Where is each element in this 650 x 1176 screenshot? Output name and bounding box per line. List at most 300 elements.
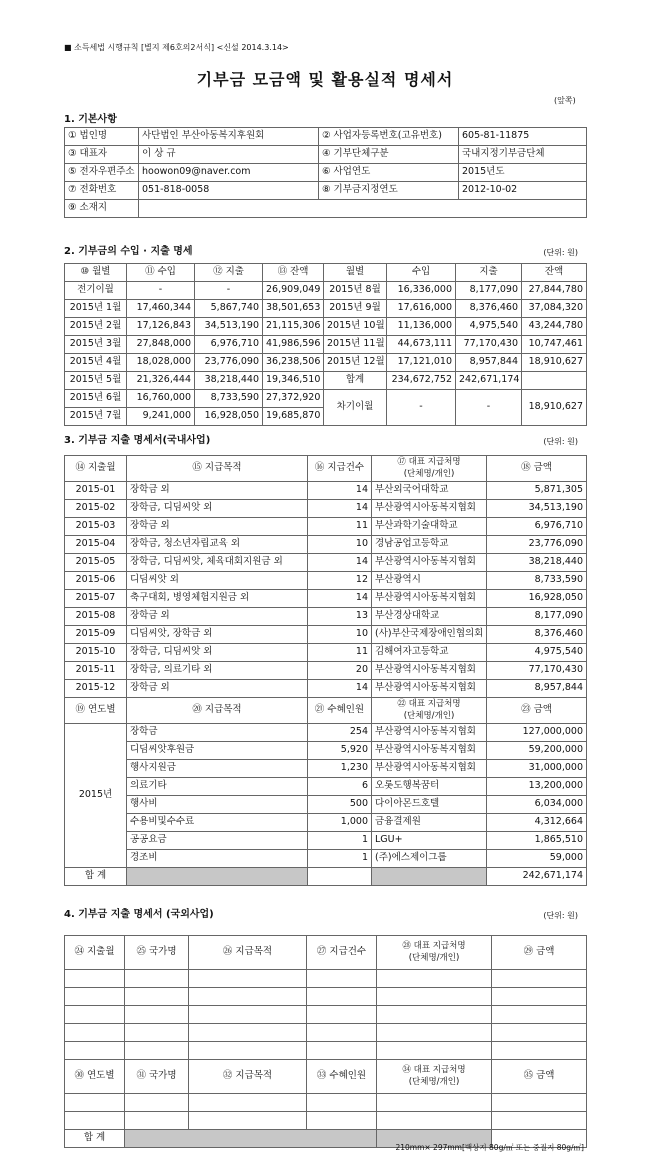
table-cell: 242,671,174 — [456, 372, 522, 390]
table-cell: 2015-02 — [65, 500, 127, 518]
table-cell: 장학금 외 — [127, 518, 308, 536]
table-cell: 23,776,090 — [487, 536, 587, 554]
table-row — [65, 662, 587, 680]
table-cell — [492, 1094, 587, 1112]
table-row — [65, 1024, 587, 1042]
table-cell: 2015-08 — [65, 608, 127, 626]
table-row — [65, 1112, 587, 1130]
table-cell — [377, 936, 492, 970]
table-cell — [522, 372, 587, 390]
table-cell: 장학금, 의료기타 외 — [127, 662, 308, 680]
table-cell: 27,372,920 — [263, 390, 324, 408]
header-line: (단체명/개인) — [408, 1077, 460, 1087]
basic-info-table — [64, 127, 587, 218]
table-cell: 6,034,000 — [487, 796, 587, 814]
table-cell: 2012-10-02 — [459, 182, 587, 200]
table-cell: (주)에스제이그룹 — [372, 850, 487, 868]
table-cell: 9,241,000 — [127, 408, 195, 426]
table-cell: 1,000 — [308, 814, 372, 832]
table-cell — [127, 868, 308, 886]
table-cell: 500 — [308, 796, 372, 814]
table-cell: 장학금, 디딤씨앗, 체육대회지원금 외 — [127, 554, 308, 572]
table-cell: 2015년도 — [459, 164, 587, 182]
table-cell: 2015년 2월 — [65, 318, 127, 336]
table-cell: 의료기타 — [127, 778, 308, 796]
table-cell: 지출 — [456, 264, 522, 282]
table-cell: 2015년 9월 — [324, 300, 387, 318]
table-cell — [377, 1094, 492, 1112]
table-cell: 31,000,000 — [487, 760, 587, 778]
table-cell: 장학금 외 — [127, 482, 308, 500]
table-cell: 27,844,780 — [522, 282, 587, 300]
total-row — [65, 868, 587, 886]
table-cell: ③ 대표자 — [65, 146, 139, 164]
table-cell: ㉖ 지급목적 — [189, 936, 307, 970]
table-cell: 11 — [308, 518, 372, 536]
table-cell: 14 — [308, 500, 372, 518]
table-cell: ㉓ 금액 — [487, 698, 587, 724]
table-cell — [189, 1024, 307, 1042]
document-title: 기부금 모금액 및 활용실적 명세서 — [196, 70, 454, 89]
table-row — [65, 970, 587, 988]
table-cell — [189, 1006, 307, 1024]
table-header-row — [65, 936, 587, 970]
overseas-expense-table — [64, 935, 587, 1148]
table-cell — [307, 988, 377, 1006]
table-row — [65, 554, 587, 572]
table-cell: 부산과학기술대학교 — [372, 518, 487, 536]
table-cell — [189, 1112, 307, 1130]
table-cell: - — [195, 282, 263, 300]
table-cell: ⑨ 소재지 — [65, 200, 139, 218]
table-cell — [125, 1024, 189, 1042]
table-cell — [65, 1094, 125, 1112]
table-cell: 38,501,653 — [263, 300, 324, 318]
table-cell: 잔액 — [522, 264, 587, 282]
paper-spec-footer: 210mm× 297mm[백상지 80g/㎡ 또는 중질지 80g/㎡] — [395, 1143, 584, 1152]
table-row — [65, 1006, 587, 1024]
table-row — [65, 850, 587, 868]
table-cell: 11,136,000 — [387, 318, 456, 336]
table-row — [65, 680, 587, 698]
table-row — [65, 482, 587, 500]
table-cell: 전기이월 — [65, 282, 127, 300]
section-2-title: 2. 기부금의 수입 · 지출 명세 — [64, 246, 193, 257]
table-cell: 8,733,590 — [195, 390, 263, 408]
table-cell: 16,760,000 — [127, 390, 195, 408]
section-3-unit: (단위: 원) — [543, 437, 578, 446]
table-cell — [308, 868, 372, 886]
table-cell: 경남공업고등학교 — [372, 536, 487, 554]
table-cell — [377, 1024, 492, 1042]
table-row — [65, 1094, 587, 1112]
table-cell: ⑮ 지급목적 — [127, 456, 308, 482]
table-cell: 5,920 — [308, 742, 372, 760]
table-cell — [125, 1094, 189, 1112]
table-cell — [189, 988, 307, 1006]
table-cell — [377, 1006, 492, 1024]
table-cell — [307, 970, 377, 988]
table-cell: 수입 — [387, 264, 456, 282]
table-cell: 17,126,843 — [127, 318, 195, 336]
table-cell: 장학금 외 — [127, 608, 308, 626]
section-4-title: 4. 기부금 지출 명세서 (국외사업) — [64, 909, 214, 920]
table-cell: ① 법인명 — [65, 128, 139, 146]
table-row — [65, 200, 587, 218]
table-cell: 합 계 — [65, 1130, 125, 1148]
table-row — [65, 182, 587, 200]
table-row — [65, 536, 587, 554]
table-cell: 6,976,710 — [195, 336, 263, 354]
table-cell: ㉑ 수혜인원 — [308, 698, 372, 724]
table-cell: 10,747,461 — [522, 336, 587, 354]
table-cell: 38,218,440 — [195, 372, 263, 390]
header-line: (단체명/개인) — [403, 710, 455, 721]
table-cell: 5,867,740 — [195, 300, 263, 318]
table-cell: 19,346,510 — [263, 372, 324, 390]
table-cell: 13,200,000 — [487, 778, 587, 796]
table-cell — [377, 1042, 492, 1060]
table-cell: 8,733,590 — [487, 572, 587, 590]
table-cell: ⑲ 연도별 — [65, 698, 127, 724]
table-cell: 2015년 1월 — [65, 300, 127, 318]
table-cell — [372, 868, 487, 886]
table-row — [65, 724, 587, 742]
table-cell: 8,376,460 — [487, 626, 587, 644]
table-cell: 2015년 5월 — [65, 372, 127, 390]
table-cell: - — [127, 282, 195, 300]
table-cell — [125, 970, 189, 988]
table-cell: 행사지원금 — [127, 760, 308, 778]
table-row — [65, 778, 587, 796]
table-cell: 부산경상대학교 — [372, 608, 487, 626]
table-cell — [492, 970, 587, 988]
table-cell: 23,776,090 — [195, 354, 263, 372]
table-cell — [372, 698, 487, 724]
table-cell: 디딤씨앗후원금 — [127, 742, 308, 760]
table-cell: 2015년 3월 — [65, 336, 127, 354]
table-cell: 21,115,306 — [263, 318, 324, 336]
table-cell: 2015-12 — [65, 680, 127, 698]
header-line: ㉘ 대표 지급처명 — [402, 940, 466, 951]
table-cell: 8,957,844 — [456, 354, 522, 372]
table-cell: 18,910,627 — [522, 390, 587, 426]
table-cell: 디딤씨앗, 장학금 외 — [127, 626, 308, 644]
table-cell: ⑬ 잔액 — [263, 264, 324, 282]
table-cell: 4,975,540 — [456, 318, 522, 336]
table-cell: ㉛ 국가명 — [125, 1060, 189, 1094]
law-reference: ■ 소득세법 시행규칙 [별지 제6호의2서식] <신설 2014.3.14> — [64, 43, 289, 52]
table-row — [65, 572, 587, 590]
table-row — [65, 518, 587, 536]
table-cell: 242,671,174 — [487, 868, 587, 886]
table-cell — [377, 970, 492, 988]
table-cell: 부산광역시아동복지협회 — [372, 760, 487, 778]
table-cell: LGU+ — [372, 832, 487, 850]
table-cell: 8,177,090 — [456, 282, 522, 300]
table-cell: ⑦ 전화번호 — [65, 182, 139, 200]
table-cell: 다이아몬드호텔 — [372, 796, 487, 814]
table-cell: 21,326,444 — [127, 372, 195, 390]
table-cell: 44,673,111 — [387, 336, 456, 354]
table-cell: 2015년 8월 — [324, 282, 387, 300]
table-row — [65, 832, 587, 850]
table-header-row — [65, 456, 587, 482]
table-row — [65, 796, 587, 814]
table-cell: 8,957,844 — [487, 680, 587, 698]
table-cell — [125, 1112, 189, 1130]
table-cell: 2015-01 — [65, 482, 127, 500]
table-cell: 127,000,000 — [487, 724, 587, 742]
table-cell: ⑫ 지출 — [195, 264, 263, 282]
table-cell: 2015-10 — [65, 644, 127, 662]
table-cell: ② 사업자등록번호(고유번호) — [319, 128, 459, 146]
table-cell: 2015년 6월 — [65, 390, 127, 408]
table-cell — [125, 988, 189, 1006]
table-cell: 2015-06 — [65, 572, 127, 590]
table-cell: (사)부산국제장애인협의회 — [372, 626, 487, 644]
table-row — [65, 608, 587, 626]
table-row — [65, 644, 587, 662]
table-cell: 16,928,050 — [487, 590, 587, 608]
table-cell: 14 — [308, 554, 372, 572]
table-cell — [65, 1112, 125, 1130]
table-cell: 6,976,710 — [487, 518, 587, 536]
table-cell — [189, 1094, 307, 1112]
table-cell: 234,672,752 — [387, 372, 456, 390]
table-cell: 부산광역시아동복지협회 — [372, 554, 487, 572]
table-cell: 장학금, 청소년자립교육 외 — [127, 536, 308, 554]
table-cell — [307, 1042, 377, 1060]
table-cell: 2015-11 — [65, 662, 127, 680]
table-row — [65, 164, 587, 182]
table-cell: ㉗ 지급건수 — [307, 936, 377, 970]
table-cell: 장학금 외 — [127, 680, 308, 698]
table-cell: 36,238,506 — [263, 354, 324, 372]
table-cell: 이 상 규 — [139, 146, 319, 164]
table-cell — [65, 988, 125, 1006]
table-row — [65, 626, 587, 644]
table-cell: 19,685,870 — [263, 408, 324, 426]
table-cell: 2015-04 — [65, 536, 127, 554]
table-cell: 부산광역시아동복지협회 — [372, 500, 487, 518]
table-row — [65, 390, 587, 408]
table-cell — [65, 1006, 125, 1024]
table-cell — [125, 1006, 189, 1024]
table-cell: 2015-09 — [65, 626, 127, 644]
table-cell: 43,244,780 — [522, 318, 587, 336]
table-cell: 1 — [308, 832, 372, 850]
table-header-row — [65, 698, 587, 724]
table-cell: ⑱ 금액 — [487, 456, 587, 482]
table-cell: 월별 — [324, 264, 387, 282]
table-cell: hoowon09@naver.com — [139, 164, 319, 182]
section-4-unit: (단위: 원) — [543, 911, 578, 920]
header-line: (단체명/개인) — [403, 468, 455, 479]
table-cell: 김해여자고등학교 — [372, 644, 487, 662]
table-cell: 2015-05 — [65, 554, 127, 572]
table-cell: 34,513,190 — [487, 500, 587, 518]
table-cell: 2015-03 — [65, 518, 127, 536]
table-cell: ㉜ 지급목적 — [189, 1060, 307, 1094]
table-cell: ⑭ 지출월 — [65, 456, 127, 482]
table-cell: 4,312,664 — [487, 814, 587, 832]
table-cell: 2015년 7월 — [65, 408, 127, 426]
table-cell: 장학금, 디딤씨앗 외 — [127, 644, 308, 662]
table-cell: 합 계 — [65, 868, 127, 886]
table-cell: 6 — [308, 778, 372, 796]
table-cell: 장학금 — [127, 724, 308, 742]
table-cell: 1 — [308, 850, 372, 868]
table-cell: ㉕ 국가명 — [125, 936, 189, 970]
table-cell: ④ 기부단체구분 — [319, 146, 459, 164]
table-cell: ㉝ 수혜인원 — [307, 1060, 377, 1094]
table-cell: 11 — [308, 644, 372, 662]
table-cell: 17,616,000 — [387, 300, 456, 318]
table-cell: - — [387, 390, 456, 426]
table-row — [65, 590, 587, 608]
table-cell: ㉚ 연도별 — [65, 1060, 125, 1094]
table-cell: 59,000 — [487, 850, 587, 868]
table-cell: 051-818-0058 — [139, 182, 319, 200]
table-cell: 8,177,090 — [487, 608, 587, 626]
table-row — [65, 1042, 587, 1060]
table-cell: 2015년 10월 — [324, 318, 387, 336]
table-cell: 금융결제원 — [372, 814, 487, 832]
table-row — [65, 742, 587, 760]
table-cell — [492, 988, 587, 1006]
table-cell: ⑪ 수입 — [127, 264, 195, 282]
table-cell: 부산광역시아동복지협회 — [372, 662, 487, 680]
header-line: ⑰ 대표 지급처명 — [397, 457, 461, 468]
table-cell: 부산광역시 — [372, 572, 487, 590]
table-cell — [125, 1130, 377, 1148]
table-cell — [307, 1094, 377, 1112]
table-cell: 4,975,540 — [487, 644, 587, 662]
table-cell: 행사비 — [127, 796, 308, 814]
table-header-row — [65, 264, 587, 282]
table-cell — [65, 1042, 125, 1060]
table-cell: 5,871,305 — [487, 482, 587, 500]
table-cell: 2015-07 — [65, 590, 127, 608]
table-cell: 37,084,320 — [522, 300, 587, 318]
table-cell — [372, 456, 487, 482]
table-cell: 2015년 11월 — [324, 336, 387, 354]
table-cell: ㉙ 금액 — [492, 936, 587, 970]
page-side-label: (앞쪽) — [554, 96, 576, 105]
table-row — [65, 318, 587, 336]
header-line: ㉒ 대표 지급처명 — [397, 699, 461, 710]
section-3-title: 3. 기부금 지출 명세서(국내사업) — [64, 435, 211, 446]
table-cell: 부산광역시아동복지협회 — [372, 724, 487, 742]
table-row — [65, 354, 587, 372]
table-row — [65, 988, 587, 1006]
table-cell: 디딤씨앗 외 — [127, 572, 308, 590]
table-cell: 16,928,050 — [195, 408, 263, 426]
table-cell — [377, 1060, 492, 1094]
table-cell: 254 — [308, 724, 372, 742]
table-cell: 사단법인 부산아동복지후원회 — [139, 128, 319, 146]
table-cell: 2015년 — [65, 724, 127, 868]
table-cell: ⑤ 전자우편주소 — [65, 164, 139, 182]
header-line: ㉞ 대표 지급처명 — [402, 1064, 466, 1075]
table-cell: 부산광역시아동복지협회 — [372, 590, 487, 608]
table-cell: 수용비및수수료 — [127, 814, 308, 832]
header-line: (단체명/개인) — [408, 953, 460, 963]
table-cell — [307, 1006, 377, 1024]
table-cell: - — [456, 390, 522, 426]
table-cell — [125, 1042, 189, 1060]
table-cell: 41,986,596 — [263, 336, 324, 354]
table-cell — [492, 1112, 587, 1130]
table-cell: 59,200,000 — [487, 742, 587, 760]
table-row — [65, 336, 587, 354]
table-cell: ⑯ 지급건수 — [308, 456, 372, 482]
table-cell — [377, 988, 492, 1006]
table-cell: 10 — [308, 536, 372, 554]
table-cell — [492, 1042, 587, 1060]
table-cell: 77,170,430 — [487, 662, 587, 680]
table-cell — [492, 1006, 587, 1024]
table-row — [65, 300, 587, 318]
table-cell: 2015년 12월 — [324, 354, 387, 372]
table-cell: 장학금, 디딤씨앗 외 — [127, 500, 308, 518]
income-expense-table — [64, 263, 587, 426]
domestic-expense-table — [64, 455, 587, 886]
table-cell: 1,230 — [308, 760, 372, 778]
table-cell — [492, 1024, 587, 1042]
table-cell — [189, 970, 307, 988]
table-cell: 605-81-11875 — [459, 128, 587, 146]
table-cell: ⑩ 월별 — [65, 264, 127, 282]
table-cell: ⑧ 기부금지정연도 — [319, 182, 459, 200]
table-cell: ⑳ 지급목적 — [127, 698, 308, 724]
table-cell: 34,513,190 — [195, 318, 263, 336]
table-cell: 2015년 4월 — [65, 354, 127, 372]
table-cell: 26,909,049 — [263, 282, 324, 300]
table-cell: 부산외국어대학교 — [372, 482, 487, 500]
table-cell: 13 — [308, 608, 372, 626]
table-cell: 공공요금 — [127, 832, 308, 850]
table-cell: 10 — [308, 626, 372, 644]
table-cell: 8,376,460 — [456, 300, 522, 318]
table-cell: 14 — [308, 482, 372, 500]
table-cell: ㉔ 지출월 — [65, 936, 125, 970]
table-cell: 18,028,000 — [127, 354, 195, 372]
table-cell — [307, 1024, 377, 1042]
table-header-row — [65, 1060, 587, 1094]
table-cell: 국내지정기부금단체 — [459, 146, 587, 164]
table-cell: 부산광역시아동복지협회 — [372, 742, 487, 760]
table-cell — [377, 1112, 492, 1130]
table-cell: 축구대회, 병영체험지원금 외 — [127, 590, 308, 608]
address-value — [139, 200, 587, 218]
table-cell — [189, 1042, 307, 1060]
table-cell: 18,910,627 — [522, 354, 587, 372]
table-cell: 차기이월 — [324, 390, 387, 426]
table-cell — [65, 970, 125, 988]
table-cell: 38,218,440 — [487, 554, 587, 572]
table-row — [65, 372, 587, 390]
table-cell: 77,170,430 — [456, 336, 522, 354]
section-1-title: 1. 기본사항 — [64, 114, 117, 125]
table-cell: 1,865,510 — [487, 832, 587, 850]
table-cell: 14 — [308, 680, 372, 698]
table-cell: ㉟ 금액 — [492, 1060, 587, 1094]
table-cell: 17,460,344 — [127, 300, 195, 318]
table-cell — [65, 1024, 125, 1042]
table-row — [65, 146, 587, 164]
